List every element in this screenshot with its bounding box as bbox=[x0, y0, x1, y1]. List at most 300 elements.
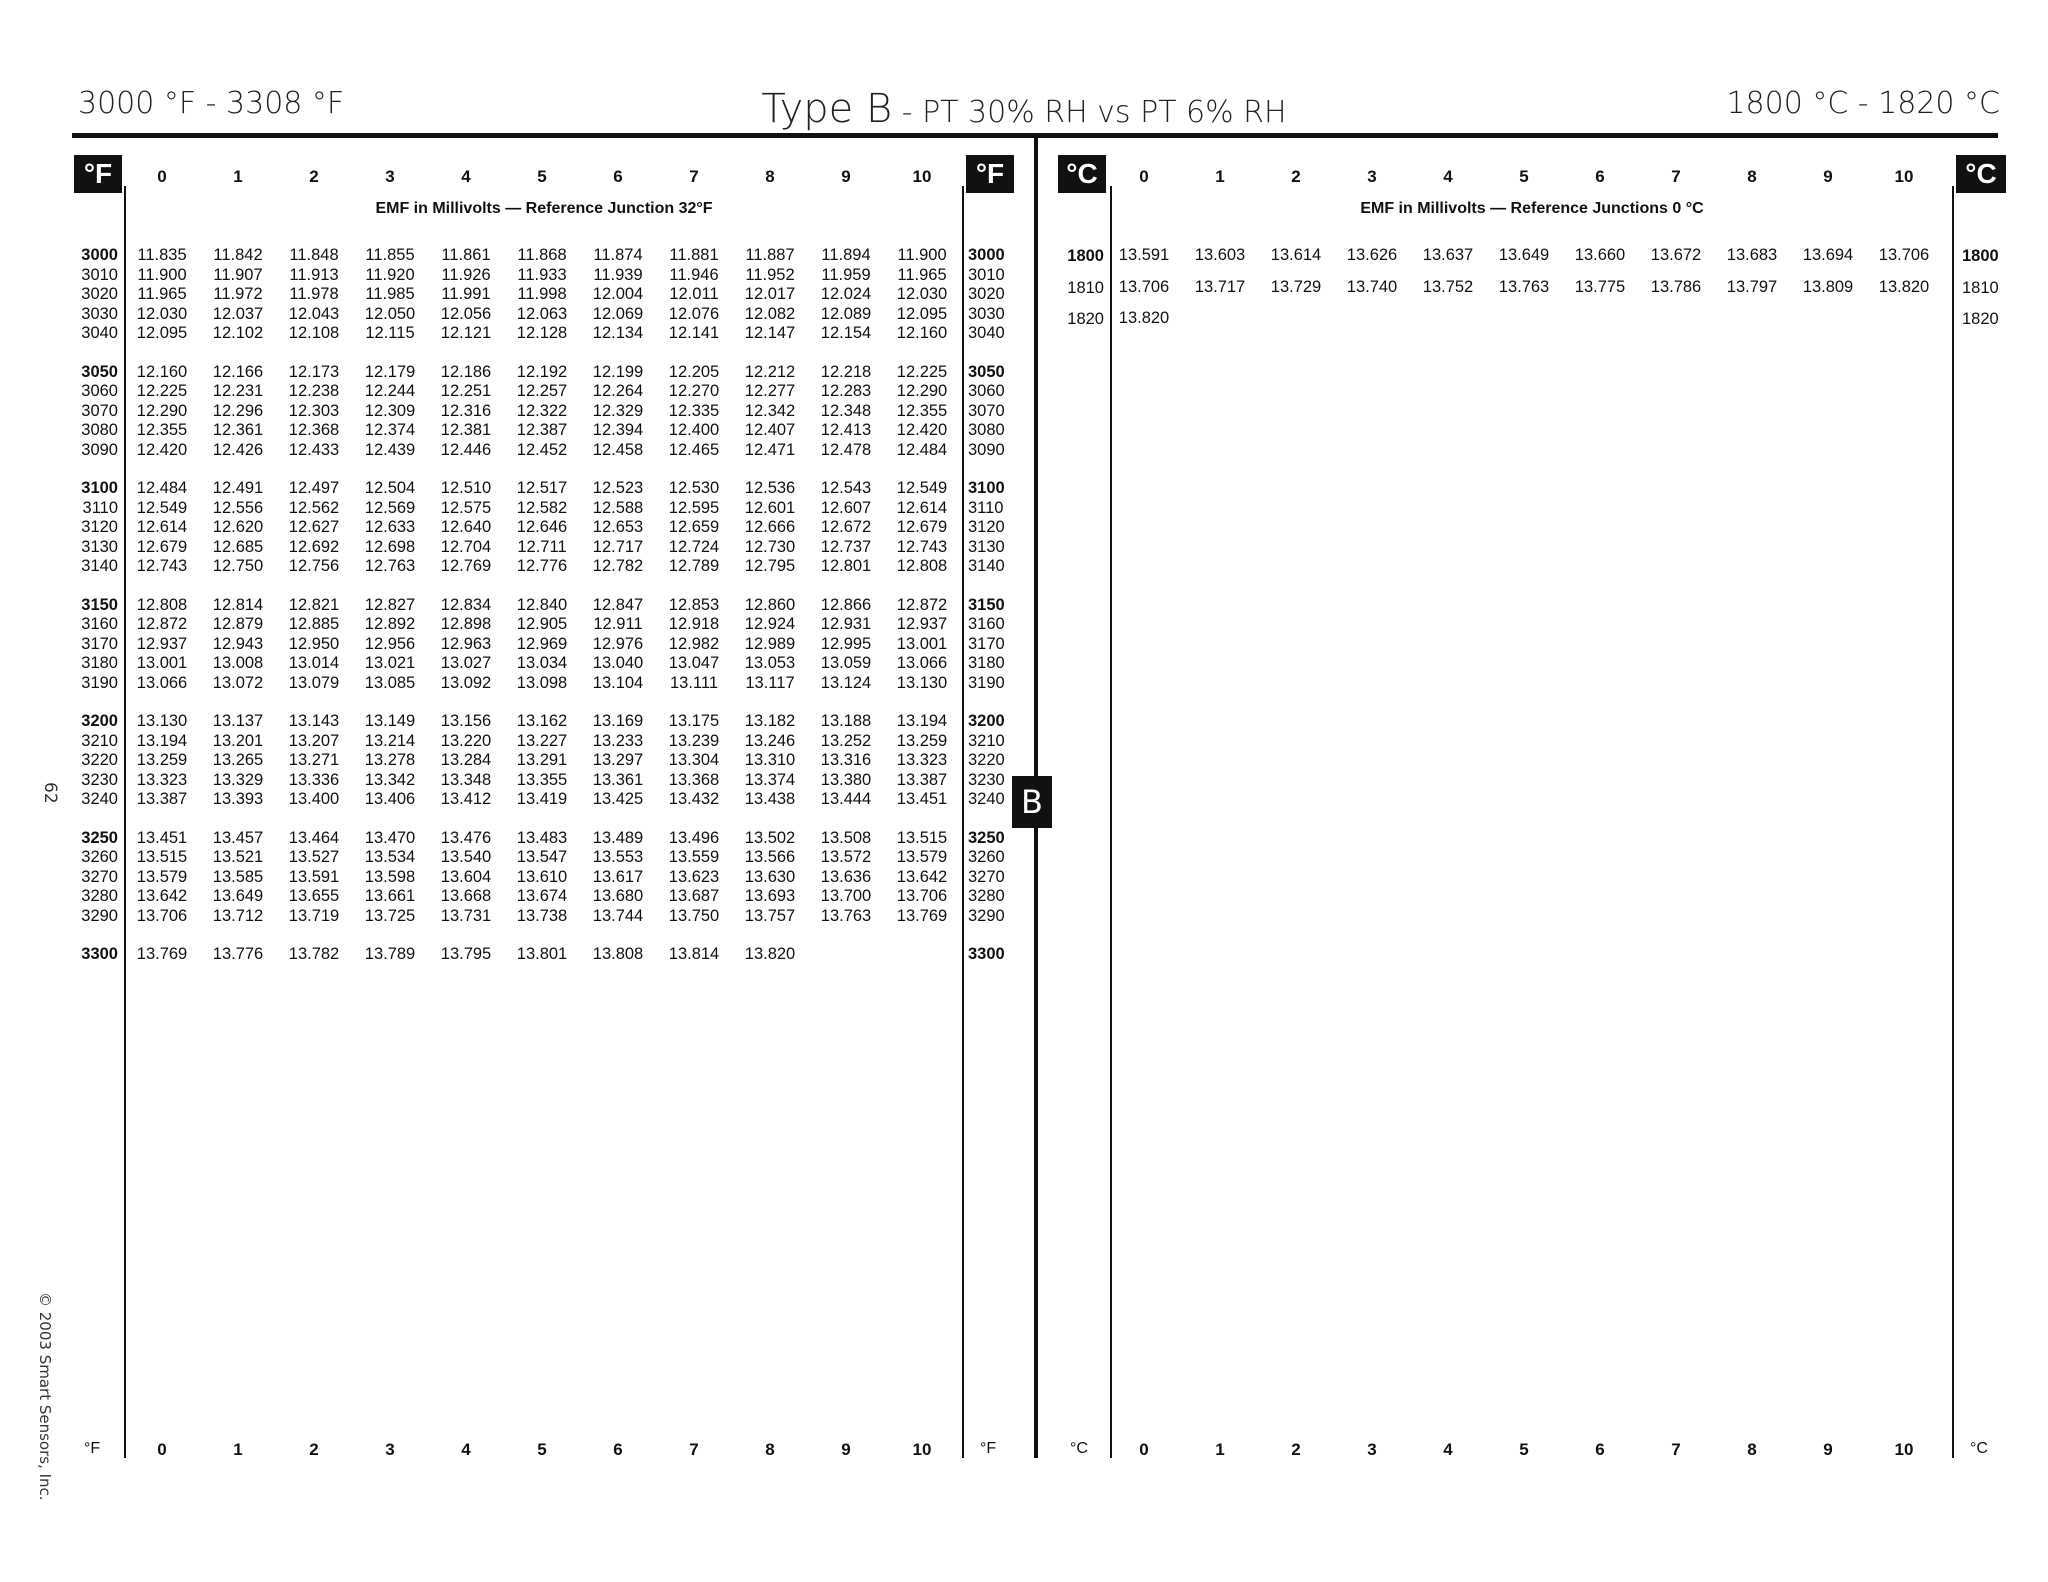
f-table-cell: 12.924 bbox=[744, 615, 796, 633]
f-table-cell: 11.965 bbox=[137, 285, 187, 303]
f-table-cell: 13.207 bbox=[288, 731, 340, 750]
f-table-cell: 12.692 bbox=[288, 537, 340, 556]
c-table-cell: 13.672 bbox=[1650, 246, 1702, 264]
f-row-label: 3120 bbox=[81, 518, 118, 536]
f-row-label-right: 3010 bbox=[968, 265, 1005, 284]
f-table-cell: 12.478 bbox=[820, 440, 872, 459]
f-table-cell: 12.329 bbox=[592, 401, 644, 420]
f-left-rule bbox=[124, 186, 126, 1458]
c-col-header: 1 bbox=[1215, 167, 1225, 186]
f-table-cell: 12.355 bbox=[136, 421, 188, 439]
f-table-cell: 12.497 bbox=[288, 479, 340, 497]
f-table-cell: 12.737 bbox=[820, 537, 872, 556]
f-table-cell: 13.579 bbox=[896, 848, 948, 866]
f-table-cell: 12.037 bbox=[212, 304, 264, 323]
f-table-cell: 13.438 bbox=[744, 790, 796, 808]
f-table-cell: 13.156 bbox=[440, 712, 492, 730]
f-table-cell: 12.562 bbox=[288, 498, 340, 517]
f-table-cell: 12.426 bbox=[212, 440, 264, 459]
f-table-cell: 12.063 bbox=[516, 304, 568, 323]
f-table-cell: 12.905 bbox=[516, 615, 568, 633]
f-table-cell: 12.834 bbox=[440, 595, 492, 614]
f-footer-unit-left: °F bbox=[84, 1440, 101, 1457]
c-col-footer: 7 bbox=[1671, 1440, 1681, 1459]
c-unit-box-right: °C bbox=[1956, 155, 2006, 193]
f-table-cell: 13.776 bbox=[212, 945, 264, 963]
f-table-cell: 11.939 bbox=[593, 265, 643, 284]
f-table-cell: 13.700 bbox=[820, 887, 872, 905]
f-table-cell: 13.591 bbox=[288, 867, 340, 886]
f-table-cell: 13.175 bbox=[668, 712, 720, 730]
f-table-cell: 12.303 bbox=[288, 401, 340, 420]
f-table-cell: 13.400 bbox=[288, 790, 340, 808]
f-table-cell: 13.808 bbox=[592, 945, 644, 963]
c-col-header: 5 bbox=[1519, 167, 1529, 186]
f-table-cell: 12.095 bbox=[136, 324, 188, 342]
f-table-cell: 12.335 bbox=[668, 401, 720, 420]
f-table-cell: 13.515 bbox=[896, 828, 948, 847]
f-table-cell: 12.355 bbox=[896, 401, 948, 420]
f-table-cell: 12.530 bbox=[668, 479, 720, 497]
f-table-cell: 13.617 bbox=[592, 867, 644, 886]
f-col-header: 8 bbox=[765, 167, 775, 186]
f-table-cell: 13.604 bbox=[440, 867, 492, 886]
f-table-cell: 13.757 bbox=[744, 906, 796, 925]
f-table-cell: 12.082 bbox=[744, 304, 796, 323]
f-row-label-right: 3070 bbox=[968, 401, 1005, 420]
f-table-cell: 13.194 bbox=[136, 731, 188, 750]
f-table-cell: 11.907 bbox=[213, 265, 263, 284]
page-range-fahrenheit: 3000 °F - 3308 °F bbox=[78, 86, 345, 121]
f-table-cell: 12.173 bbox=[288, 362, 340, 381]
f-row-label: 3160 bbox=[81, 615, 118, 633]
f-table-cell: 12.601 bbox=[744, 498, 796, 517]
f-row-label-right: 3260 bbox=[968, 848, 1005, 866]
f-table-cell: 13.566 bbox=[744, 848, 796, 866]
f-table-cell: 12.192 bbox=[516, 362, 568, 381]
f-table-cell: 12.633 bbox=[364, 518, 416, 536]
f-table-cell: 12.801 bbox=[820, 557, 872, 575]
f-table-cell: 13.642 bbox=[896, 867, 948, 886]
f-table-cell: 13.801 bbox=[516, 945, 568, 963]
f-table-cell: 12.056 bbox=[440, 304, 492, 323]
c-table-cell: 13.809 bbox=[1802, 277, 1854, 296]
f-table-cell: 12.407 bbox=[744, 421, 796, 439]
f-table-cell: 12.892 bbox=[364, 615, 416, 633]
f-table-cell: 11.900 bbox=[897, 246, 947, 264]
f-table-cell: 13.137 bbox=[212, 712, 264, 730]
c-table-cell: 13.603 bbox=[1194, 246, 1246, 264]
f-table-cell: 12.471 bbox=[744, 440, 796, 459]
f-table-cell: 12.549 bbox=[136, 498, 188, 517]
f-table-cell: 13.540 bbox=[440, 848, 492, 866]
f-table-cell: 12.575 bbox=[440, 498, 492, 517]
f-row-label-right: 3240 bbox=[968, 790, 1005, 808]
f-col-header: 0 bbox=[157, 167, 167, 186]
f-table-cell: 12.918 bbox=[668, 615, 720, 633]
f-table-cell: 12.225 bbox=[896, 362, 948, 381]
f-table-cell: 13.368 bbox=[668, 770, 720, 789]
f-table-cell: 12.756 bbox=[288, 557, 340, 575]
c-col-footer: 10 bbox=[1894, 1440, 1914, 1459]
f-table-cell: 12.627 bbox=[288, 518, 340, 536]
f-col-header: 4 bbox=[461, 167, 471, 186]
f-table-cell: 13.572 bbox=[820, 848, 872, 866]
f-col-header: 3 bbox=[385, 167, 395, 186]
f-table-cell: 13.092 bbox=[440, 673, 492, 692]
f-table-cell: 13.680 bbox=[592, 887, 644, 905]
f-table-cell: 13.610 bbox=[516, 867, 568, 886]
c-col-header: 9 bbox=[1823, 167, 1833, 186]
f-col-header: 1 bbox=[233, 167, 243, 186]
f-table-cell: 13.162 bbox=[516, 712, 568, 730]
f-table-cell: 13.047 bbox=[668, 654, 720, 672]
f-table-cell: 12.199 bbox=[592, 362, 644, 381]
f-row-label: 3110 bbox=[82, 498, 118, 517]
f-table-cell: 11.959 bbox=[821, 265, 871, 284]
f-col-footer: 8 bbox=[765, 1440, 775, 1459]
f-table-cell: 12.937 bbox=[896, 615, 948, 633]
f-table-cell: 13.547 bbox=[516, 848, 568, 866]
f-table-cell: 12.316 bbox=[440, 401, 492, 420]
f-table-cell: 12.257 bbox=[516, 382, 568, 400]
f-table-cell: 12.420 bbox=[896, 421, 948, 439]
f-table-cell: 11.920 bbox=[365, 265, 415, 284]
c-table-cell: 13.820 bbox=[1118, 309, 1170, 327]
f-table-cell: 13.706 bbox=[896, 887, 948, 905]
f-col-header: 9 bbox=[841, 167, 851, 186]
f-table-cell: 12.808 bbox=[896, 557, 948, 575]
c-table-cell: 13.706 bbox=[1878, 246, 1930, 264]
f-unit-box-right: °F bbox=[966, 155, 1014, 193]
f-table-cell: 12.231 bbox=[212, 382, 264, 400]
f-row-label-right: 3230 bbox=[968, 770, 1005, 789]
f-table-cell: 13.034 bbox=[516, 654, 568, 672]
f-table-cell: 12.264 bbox=[592, 382, 644, 400]
c-row-label-right: 1810 bbox=[1962, 278, 1999, 297]
f-table-cell: 13.731 bbox=[440, 906, 492, 925]
f-table-cell: 11.894 bbox=[821, 246, 871, 264]
f-table-cell: 13.323 bbox=[136, 770, 188, 789]
f-table-cell: 12.724 bbox=[668, 537, 720, 556]
f-table-cell: 13.001 bbox=[896, 634, 948, 653]
f-table-cell: 13.820 bbox=[744, 945, 796, 963]
c-col-header: 0 bbox=[1139, 167, 1149, 186]
f-table-cell: 12.166 bbox=[212, 362, 264, 381]
f-table-cell: 12.711 bbox=[517, 537, 567, 556]
f-table-cell: 12.342 bbox=[744, 401, 796, 420]
f-table-cell: 13.323 bbox=[896, 751, 948, 769]
f-table-cell: 13.239 bbox=[668, 731, 720, 750]
f-table-cell: 12.439 bbox=[364, 440, 416, 459]
c-left-rule bbox=[1110, 186, 1112, 1458]
f-table-cell: 12.950 bbox=[288, 634, 340, 653]
f-subheading: EMF in Millivolts — Reference Junction 32°F bbox=[375, 200, 713, 217]
c-row-label: 1800 bbox=[1067, 247, 1104, 265]
f-table-cell: 12.840 bbox=[516, 595, 568, 614]
f-row-label: 3260 bbox=[81, 848, 118, 866]
f-table-cell: 11.900 bbox=[137, 265, 187, 284]
c-table-cell: 13.775 bbox=[1574, 277, 1626, 296]
f-table-cell: 12.510 bbox=[440, 479, 492, 497]
f-row-label-right: 3300 bbox=[968, 945, 1005, 963]
c-col-footer: 1 bbox=[1215, 1440, 1225, 1459]
f-row-label-right: 3200 bbox=[968, 712, 1005, 730]
page-number: 62 bbox=[40, 782, 60, 804]
c-table-cell: 13.626 bbox=[1346, 246, 1398, 264]
c-row-label: 1820 bbox=[1067, 310, 1104, 328]
f-table-cell: 12.549 bbox=[896, 479, 948, 497]
f-table-cell: 13.079 bbox=[288, 673, 340, 692]
f-table-cell: 12.743 bbox=[136, 557, 188, 575]
f-table-cell: 13.348 bbox=[440, 770, 492, 789]
f-table-cell: 12.898 bbox=[440, 615, 492, 633]
f-table-cell: 11.998 bbox=[517, 285, 567, 303]
f-row-label: 3300 bbox=[81, 945, 118, 963]
f-table-cell: 13.693 bbox=[744, 887, 796, 905]
f-table-cell: 13.194 bbox=[896, 712, 948, 730]
f-table-cell: 11.848 bbox=[289, 246, 339, 264]
c-col-footer: 4 bbox=[1443, 1440, 1453, 1459]
f-table-cell: 12.730 bbox=[744, 537, 796, 556]
f-row-label: 3290 bbox=[81, 906, 118, 925]
f-table-cell: 12.995 bbox=[820, 634, 872, 653]
f-table-cell: 13.072 bbox=[212, 673, 264, 692]
f-table-cell: 12.982 bbox=[668, 634, 720, 653]
f-row-label: 3180 bbox=[81, 654, 118, 672]
f-table-cell: 11.991 bbox=[441, 285, 491, 303]
c-row-label-right: 1820 bbox=[1962, 310, 1999, 328]
f-table-cell: 13.412 bbox=[440, 790, 492, 808]
f-row-label-right: 3170 bbox=[968, 634, 1005, 653]
f-row-label-right: 3060 bbox=[968, 382, 1005, 400]
f-table-cell: 13.585 bbox=[212, 867, 264, 886]
f-table-cell: 12.795 bbox=[744, 557, 796, 575]
f-table-cell: 12.750 bbox=[212, 557, 264, 575]
f-table-cell: 13.304 bbox=[668, 751, 720, 769]
c-subheading: EMF in Millivolts — Reference Junctions 0 °C bbox=[1360, 200, 1704, 217]
f-table-cell: 12.776 bbox=[516, 557, 568, 575]
f-table-cell: 12.666 bbox=[744, 518, 796, 536]
f-table-cell: 13.361 bbox=[592, 770, 644, 789]
f-table-cell: 13.336 bbox=[288, 770, 340, 789]
f-table-cell: 13.066 bbox=[896, 654, 948, 672]
f-footer-unit-right: °F bbox=[980, 1440, 997, 1457]
f-row-label-right: 3030 bbox=[968, 304, 1005, 323]
f-col-footer: 5 bbox=[537, 1440, 547, 1459]
f-table-cell: 11.952 bbox=[745, 265, 795, 284]
f-table-cell: 12.640 bbox=[440, 518, 492, 536]
f-table-cell: 12.763 bbox=[364, 557, 416, 575]
f-row-label: 3270 bbox=[81, 867, 118, 886]
f-table-cell: 12.394 bbox=[592, 421, 644, 439]
f-table-cell: 12.976 bbox=[592, 634, 644, 653]
f-col-header: 10 bbox=[912, 167, 932, 186]
f-table-cell: 13.380 bbox=[820, 770, 872, 789]
f-table-cell: 13.355 bbox=[516, 770, 568, 789]
f-row-label-right: 3160 bbox=[968, 615, 1005, 633]
f-table-cell: 13.782 bbox=[288, 945, 340, 963]
f-table-cell: 12.659 bbox=[668, 518, 720, 536]
f-table-cell: 12.452 bbox=[516, 440, 568, 459]
f-table-cell: 12.251 bbox=[440, 382, 492, 400]
f-table-cell: 13.719 bbox=[288, 906, 340, 925]
f-table-cell: 13.738 bbox=[516, 906, 568, 925]
f-table-cell: 13.124 bbox=[820, 673, 872, 692]
f-row-label: 3150 bbox=[81, 595, 118, 614]
f-table-cell: 11.861 bbox=[441, 246, 491, 264]
f-table-cell: 12.102 bbox=[212, 324, 264, 342]
f-table-cell: 13.259 bbox=[896, 731, 948, 750]
f-table-cell: 12.607 bbox=[820, 498, 872, 517]
f-table-cell: 13.104 bbox=[592, 673, 644, 692]
c-col-header: 8 bbox=[1747, 167, 1757, 186]
f-col-footer: 3 bbox=[385, 1440, 395, 1459]
f-table-cell: 13.297 bbox=[592, 751, 644, 769]
c-table-cell: 13.614 bbox=[1270, 246, 1322, 264]
f-row-label-right: 3250 bbox=[968, 828, 1005, 847]
f-table-cell: 13.329 bbox=[212, 770, 264, 789]
f-table-cell: 12.782 bbox=[592, 557, 644, 575]
f-table-cell: 13.769 bbox=[136, 945, 188, 963]
f-table-cell: 12.808 bbox=[136, 595, 188, 614]
f-row-label-right: 3090 bbox=[968, 440, 1005, 459]
f-table-cell: 13.630 bbox=[744, 867, 796, 886]
f-table-cell: 12.911 bbox=[593, 615, 643, 633]
f-table-cell: 13.008 bbox=[212, 654, 264, 672]
f-col-footer: 9 bbox=[841, 1440, 851, 1459]
f-table-cell: 13.130 bbox=[896, 673, 948, 692]
c-table-cell: 13.649 bbox=[1498, 246, 1550, 264]
f-table-cell: 13.579 bbox=[136, 867, 188, 886]
c-footer-unit-left: °C bbox=[1070, 1440, 1088, 1457]
f-row-label: 3280 bbox=[81, 887, 118, 905]
f-table-cell: 13.725 bbox=[364, 906, 416, 925]
f-table-cell: 13.534 bbox=[364, 848, 416, 866]
f-table-cell: 13.649 bbox=[212, 887, 264, 905]
f-table-cell: 12.283 bbox=[820, 382, 872, 400]
f-table-cell: 12.866 bbox=[820, 595, 872, 614]
f-table-cell: 13.085 bbox=[364, 673, 416, 692]
f-table-cell: 12.043 bbox=[288, 304, 340, 323]
f-table-cell: 12.969 bbox=[516, 634, 568, 653]
f-row-label-right: 3050 bbox=[968, 362, 1005, 381]
f-row-label: 3050 bbox=[81, 362, 118, 381]
f-table-cell: 12.446 bbox=[440, 440, 492, 459]
f-table-cell: 11.926 bbox=[441, 265, 491, 284]
f-table-cell: 13.214 bbox=[364, 731, 416, 750]
f-row-label-right: 3280 bbox=[968, 887, 1005, 905]
f-table-cell: 13.316 bbox=[820, 751, 872, 769]
f-row-label: 3100 bbox=[81, 479, 118, 497]
f-table-cell: 13.111 bbox=[669, 673, 719, 692]
c-col-header: 2 bbox=[1291, 167, 1301, 186]
f-table-cell: 12.179 bbox=[364, 362, 416, 381]
f-table-cell: 13.470 bbox=[364, 828, 416, 847]
f-table-cell: 12.595 bbox=[668, 498, 720, 517]
f-table-cell: 12.433 bbox=[288, 440, 340, 459]
f-col-footer: 4 bbox=[461, 1440, 471, 1459]
f-row-label: 3250 bbox=[81, 828, 118, 847]
c-table-cell: 13.694 bbox=[1802, 246, 1854, 264]
f-row-label-right: 3290 bbox=[968, 906, 1005, 925]
f-row-label-right: 3040 bbox=[968, 324, 1005, 342]
f-row-label: 3060 bbox=[81, 382, 118, 400]
f-table-cell: 13.642 bbox=[136, 887, 188, 905]
f-table-cell: 12.458 bbox=[592, 440, 644, 459]
c-col-header: 6 bbox=[1595, 167, 1605, 186]
f-row-label: 3230 bbox=[81, 770, 118, 789]
f-table-cell: 12.296 bbox=[212, 401, 264, 420]
f-table-cell: 12.827 bbox=[364, 595, 416, 614]
f-table-cell: 12.860 bbox=[744, 595, 796, 614]
f-table-cell: 11.855 bbox=[365, 246, 415, 264]
c-col-header: 7 bbox=[1671, 167, 1681, 186]
f-table-cell: 13.661 bbox=[364, 887, 416, 905]
f-table-cell: 12.989 bbox=[744, 634, 796, 653]
f-table-cell: 11.874 bbox=[593, 246, 643, 264]
f-table-cell: 12.374 bbox=[364, 421, 416, 439]
f-row-label: 3080 bbox=[81, 421, 118, 439]
f-row-label: 3090 bbox=[81, 440, 118, 459]
f-row-label: 3240 bbox=[81, 790, 118, 808]
f-table-cell: 13.143 bbox=[288, 712, 340, 730]
f-table-cell: 13.014 bbox=[288, 654, 340, 672]
f-row-label-right: 3110 bbox=[968, 498, 1004, 517]
f-table-cell: 13.425 bbox=[592, 790, 644, 808]
f-table-cell: 12.769 bbox=[440, 557, 492, 575]
f-table-cell: 12.646 bbox=[516, 518, 568, 536]
f-table-cell: 12.089 bbox=[820, 304, 872, 323]
f-table-cell: 12.128 bbox=[516, 324, 568, 342]
f-table-cell: 13.451 bbox=[896, 790, 948, 808]
c-table-cell: 13.797 bbox=[1726, 277, 1778, 296]
f-table-cell: 13.674 bbox=[516, 887, 568, 905]
f-table-cell: 13.457 bbox=[212, 828, 264, 847]
f-table-cell: 13.271 bbox=[288, 751, 340, 769]
f-table-cell: 12.717 bbox=[592, 537, 644, 556]
f-table-cell: 12.076 bbox=[668, 304, 720, 323]
f-table-cell: 13.668 bbox=[440, 887, 492, 905]
f-table-cell: 13.284 bbox=[440, 751, 492, 769]
f-col-header: 5 bbox=[537, 167, 547, 186]
f-table-cell: 13.220 bbox=[440, 731, 492, 750]
f-table-cell: 12.154 bbox=[820, 324, 872, 342]
f-table-cell: 12.205 bbox=[668, 362, 720, 381]
f-table-cell: 13.419 bbox=[516, 790, 568, 808]
f-table-cell: 12.212 bbox=[744, 362, 796, 381]
f-row-label: 3170 bbox=[81, 634, 118, 653]
c-table-cell: 13.706 bbox=[1118, 277, 1170, 296]
f-table-cell: 12.400 bbox=[668, 421, 720, 439]
f-table-cell: 12.523 bbox=[592, 479, 644, 497]
f-table-cell: 12.420 bbox=[136, 440, 188, 459]
f-table-cell: 13.233 bbox=[592, 731, 644, 750]
f-col-footer: 1 bbox=[233, 1440, 243, 1459]
f-table-cell: 11.965 bbox=[897, 265, 947, 284]
f-table-cell: 13.483 bbox=[516, 828, 568, 847]
f-table-cell: 13.515 bbox=[136, 848, 188, 866]
copyright: © 2003 Smart Sensors, Inc. bbox=[36, 1292, 54, 1501]
f-table-cell: 13.489 bbox=[592, 828, 644, 847]
f-table-cell: 12.536 bbox=[744, 479, 796, 497]
f-table-cell: 12.309 bbox=[364, 401, 416, 420]
f-table-cell: 13.636 bbox=[820, 867, 872, 886]
f-table-cell: 13.310 bbox=[744, 751, 796, 769]
c-table-cell: 13.752 bbox=[1422, 277, 1474, 296]
f-table-cell: 12.517 bbox=[516, 479, 568, 497]
f-table-cell: 12.121 bbox=[440, 324, 492, 342]
